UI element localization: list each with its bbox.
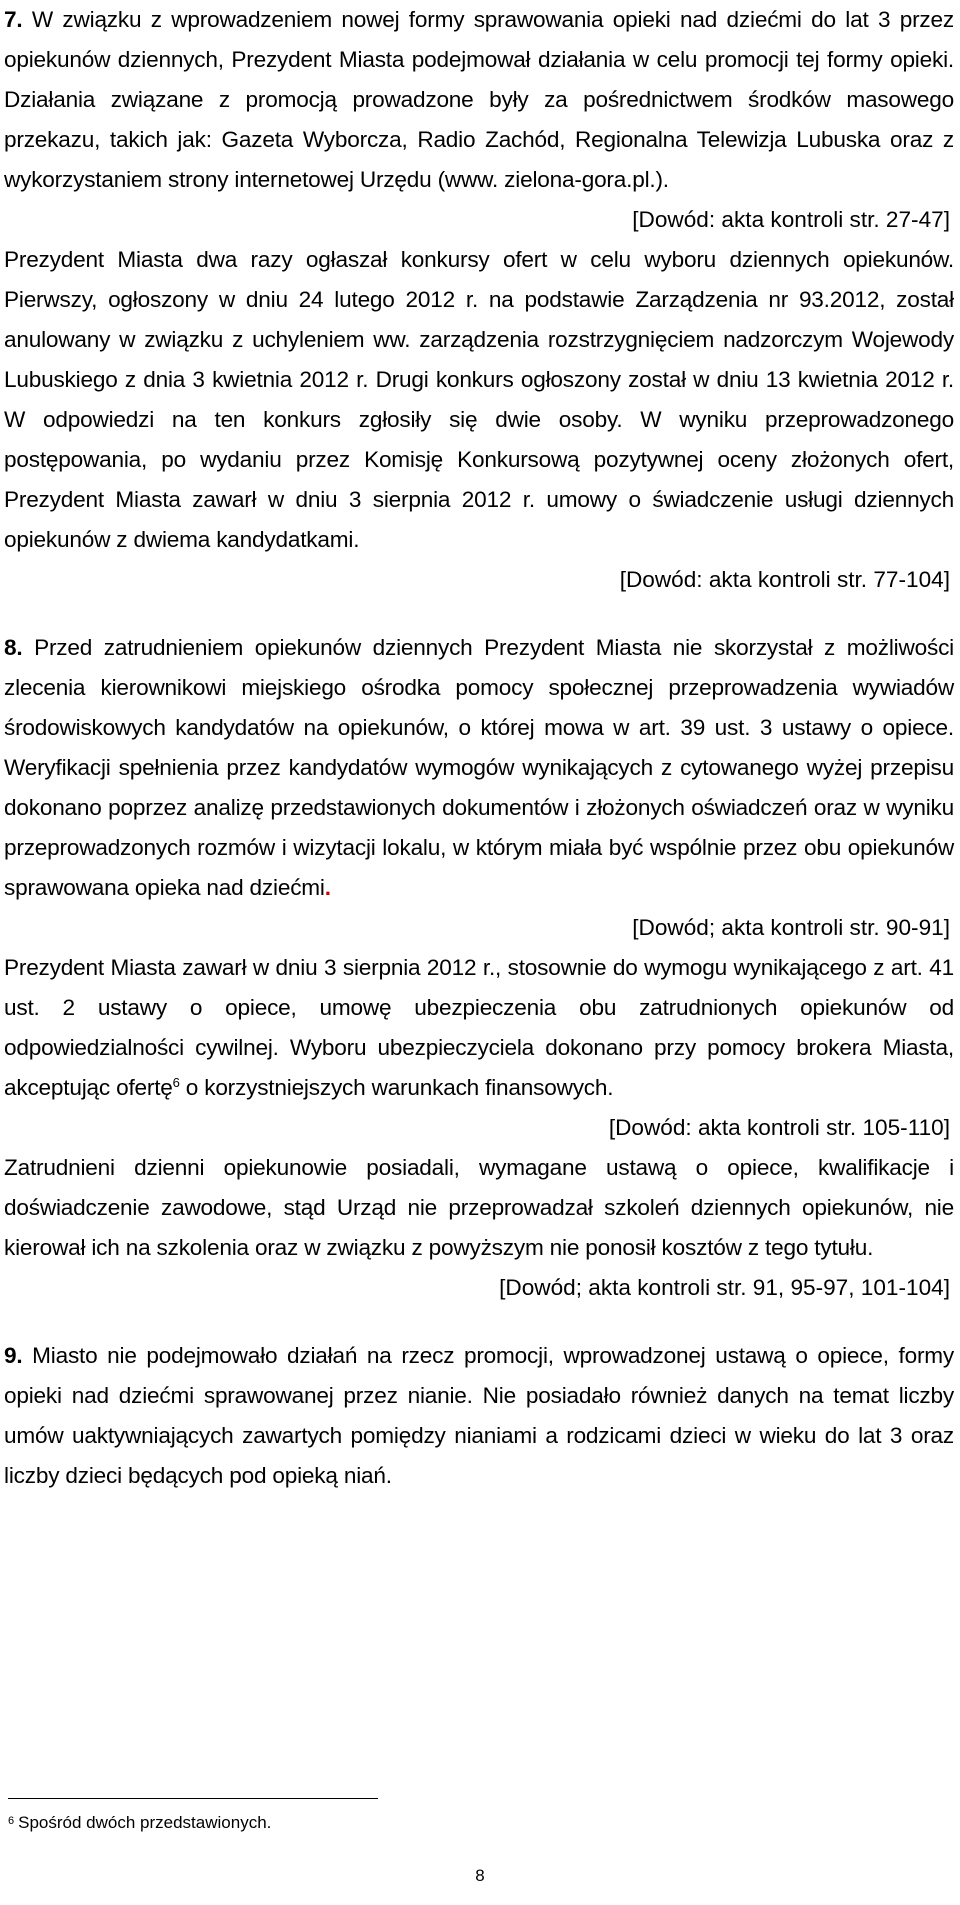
paragraph-7-continued: Prezydent Miasta dwa razy ogłaszał konkursy ofert w celu wyboru dziennych opiekunów. Pierwszy, ogłoszony w dniu 24 lutego 2012 r. na podstawie Zarządzenia nr 93.2012, został anulowany w związku z uchyleniem ww. zarządzenia rozstrzygnięciem nadzorczym Wojewody Lubuskiego z dnia 3 kwietnia 2012 r. Drugi konkurs ogłoszony został w dniu 13 kwietnia 2012 r. W odpowiedzi na ten konkurs zgłosiły się dwie osoby. W wyniku przeprowadzonego postępowania, po wydaniu przez Komisję Konkursową pozytywnej oceny złożonych ofert, Prezydent Miasta zawarł w dniu 3 sierpnia 2012 r. umowy o świadczenie usługi dziennych opiekunów z dwiema kandydatkami. bbox=[4, 247, 954, 552]
paragraph-8-qualifications: Zatrudnieni dzienni opiekunowie posiadali, wymagane ustawą o opiece, kwalifikacje i doświadczenie zawodowe, stąd Urząd nie przeprowadzał szkoleń dziennych opiekunów, nie kierował ich na szkolenia oraz w związku z powyższym nie ponosił kosztów z tego tytułu. bbox=[4, 1155, 954, 1260]
paragraph-text: Miasto nie podejmowało działań na rzecz promocji, wprowadzonej ustawą o opiece, formy opieki nad dziećmi sprawowanej przez nianie. Nie posiadało również danych na temat liczby umów uaktywniających zawartych pomiędzy nianiami a rodzicami dzieci w wieku do lat 3 oraz liczby dzieci będących pod opieką niań. bbox=[4, 1343, 954, 1488]
paragraph-text: o korzystniejszych warunkach finansowych. bbox=[179, 1075, 614, 1100]
evidence-reference: [Dowód: akta kontroli str. 27-47] bbox=[632, 207, 950, 232]
paragraph-text: Prezydent Miasta zawarł w dniu 3 sierpnia 2012 r., stosownie do wymogu wynikającego z art. 41 ust. 2 ustawy o opiece, umowę ubezpieczenia obu zatrudnionych opiekunów od odpowiedzialności cywilnej. Wyboru ubezpieczyciela dokonano przy pomocy brokera Miasta, akceptując ofertę bbox=[4, 955, 954, 1100]
evidence-reference: [Dowód: akta kontroli str. 105-110] bbox=[608, 1115, 950, 1140]
paragraph-8-insurance bbox=[4, 948, 954, 1108]
paragraph-text: Przed zatrudnieniem opiekunów dziennych Prezydent Miasta nie skorzystał z możliwości zlecenia kierownikowi miejskiego ośrodka pomocy społecznej przeprowadzenia wywiadów środowiskowych kandydatów na opiekunów, o której mowa w art. 39 ust. 3 ustawy o opiece. Weryfikacji spełnienia przez kandydatów wymogów wynikających z cytowanego wyżej przepisu dokonano poprzez analizę przedstawionych dokumentów i złożonych oświadczeń oraz w wyniku przeprowadzonych rozmów i wizytacji lokalu, w którym miała być wspólnie przez obu opiekunów sprawowana opieka nad dziećmi bbox=[4, 635, 954, 900]
paragraph-9 bbox=[4, 1336, 954, 1496]
footnote-text: Spośród dwóch przedstawionych. bbox=[18, 1813, 272, 1832]
footnote-mark: 6 bbox=[8, 1815, 15, 1827]
paragraph-7 bbox=[4, 0, 954, 200]
paragraph-end-mark: . bbox=[324, 875, 331, 900]
document-page bbox=[4, 0, 954, 1496]
paragraph-number: 8. bbox=[4, 635, 23, 660]
evidence-reference: [Dowód; akta kontroli str. 90-91] bbox=[632, 915, 950, 940]
paragraph-text: W związku z wprowadzeniem nowej formy sprawowania opieki nad dziećmi do lat 3 przez opiekunów dziennych, Prezydent Miasta podejmował działania w celu promocji tej formy opieki. Działania związane z promocją prowadzone były za pośrednictwem środków masowego przekazu, takich jak: Gazeta Wyborcza, Radio Zachód, Regionalna Telewizja Lubuska oraz z wykorzystaniem strony internetowej Urzędu (www. zielona-gora.pl.). bbox=[4, 7, 954, 192]
paragraph-number: 7. bbox=[4, 7, 23, 32]
paragraph-number: 9. bbox=[4, 1343, 23, 1368]
paragraph-8 bbox=[4, 628, 954, 908]
page-number: 8 bbox=[475, 1866, 485, 1885]
footnote bbox=[8, 1810, 271, 1834]
evidence-reference: [Dowód; akta kontroli str. 91, 95-97, 101-104] bbox=[499, 1275, 950, 1300]
footnote-separator bbox=[8, 1798, 378, 1799]
footnote-reference[interactable]: 6 bbox=[172, 1075, 180, 1090]
evidence-reference: [Dowód: akta kontroli str. 77-104] bbox=[619, 567, 950, 592]
